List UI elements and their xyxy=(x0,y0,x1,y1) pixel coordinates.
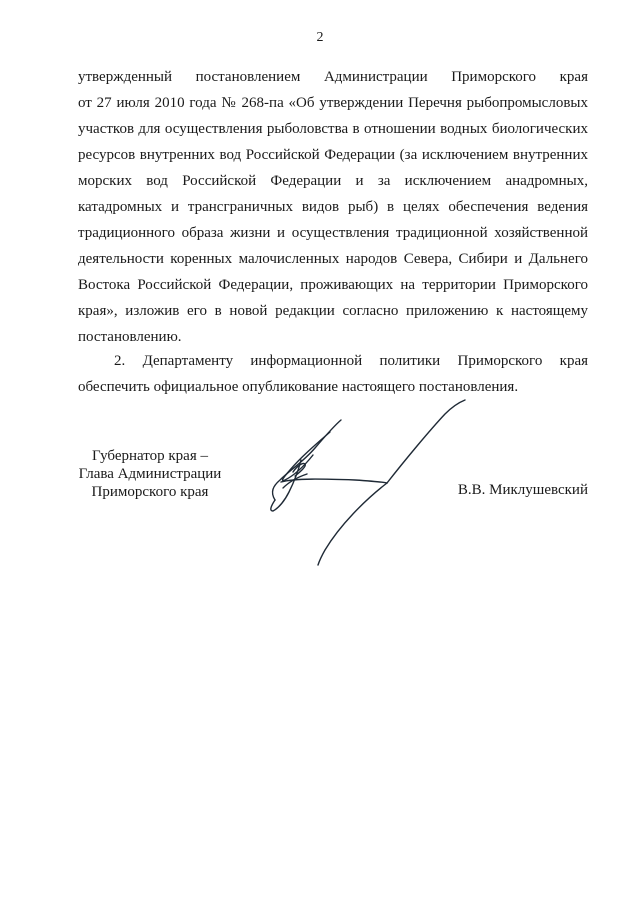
text-line: утвержденный постановлением Администрации Приморского края xyxy=(78,69,588,85)
signatory-name: В.В. Миклушевский xyxy=(457,482,588,498)
paragraph-1 xyxy=(78,64,588,350)
signatory-title xyxy=(70,447,230,501)
signatory-title-line: Приморского края xyxy=(91,484,209,500)
page-number: 2 xyxy=(316,30,324,45)
text-line: участков для осуществления рыболовства в отношении водных биологических xyxy=(78,121,588,137)
text-line: постановлению. xyxy=(78,329,182,345)
text-line: обеспечить официальное опубликование настоящего постановления. xyxy=(78,379,519,395)
text-line: 2. Департаменту информационной политики Приморского края xyxy=(114,353,588,369)
text-line: традиционного образа жизни и осуществления традиционной хозяйственной xyxy=(78,225,588,241)
text-line: деятельности коренных малочисленных народов Севера, Сибири и Дальнего xyxy=(78,251,588,267)
text-line: края», изложив его в новой редакции согласно приложению к настоящему xyxy=(78,303,588,319)
text-line: Востока Российской Федерации, проживающих на территории Приморского xyxy=(78,277,588,293)
text-line: ресурсов внутренних вод Российской Федерации (за исключением внутренних xyxy=(78,147,588,163)
text-line: морских вод Российской Федерации и за исключением анадромных, xyxy=(78,173,588,189)
text-line: от 27 июля 2010 года № 268-па «Об утверждении Перечня рыбопромысловых xyxy=(78,95,588,111)
signatory-title-line: Глава Администрации xyxy=(78,466,222,482)
text-line: катадромных и трансграничных видов рыб) в целях обеспечения ведения xyxy=(78,199,588,215)
signatory-title-line: Губернатор края – xyxy=(92,448,208,464)
